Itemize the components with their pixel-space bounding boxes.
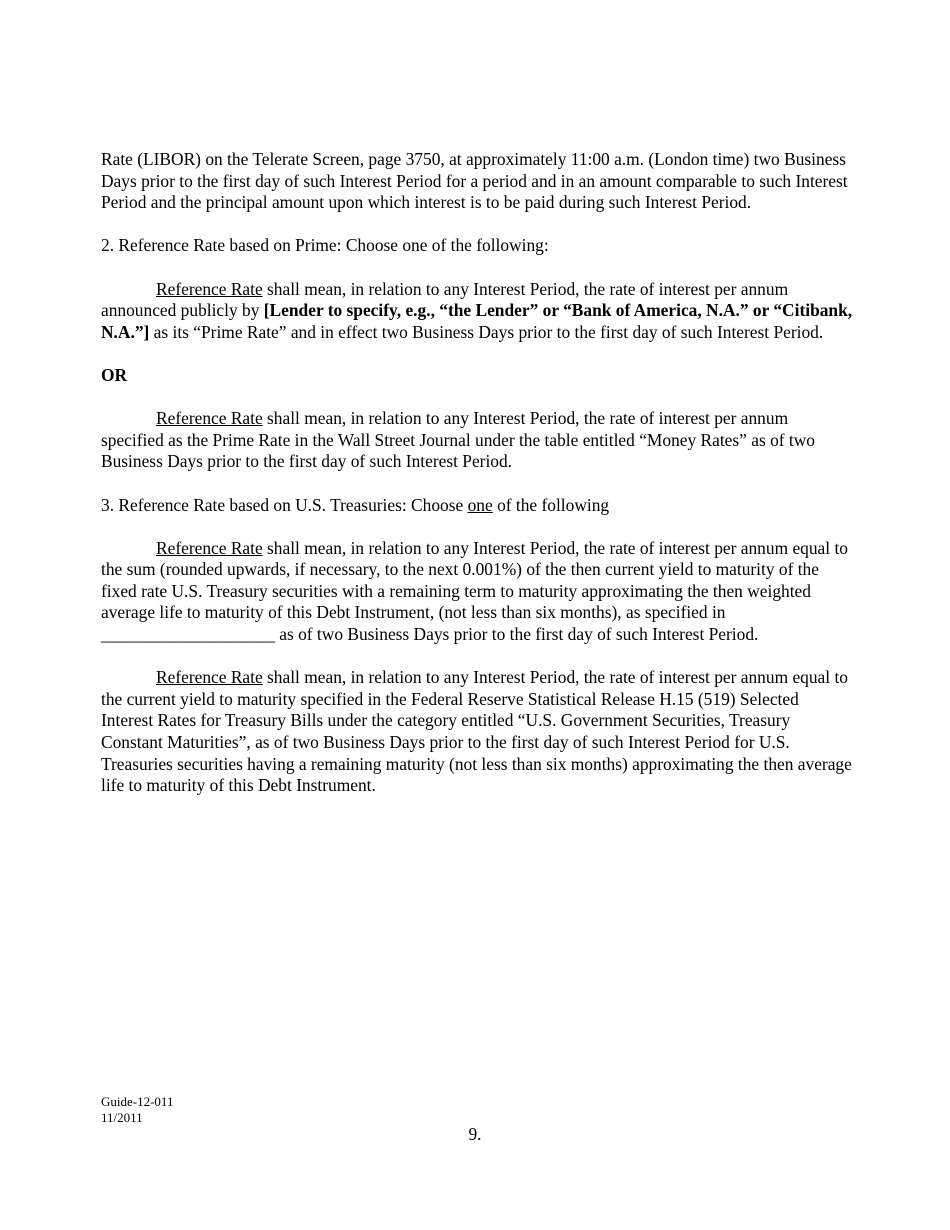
treasury-option-1-paragraph — [101, 538, 853, 646]
guide-date: 11/2011 — [101, 1110, 143, 1125]
defined-term: Reference Rate — [156, 278, 263, 299]
treasury-section-heading — [101, 495, 853, 517]
paragraph-text: shall mean, in relation to any Interest Period, the rate of interest per annum announced publicly by — [101, 278, 789, 321]
paragraph-text: shall mean, in relation to any Interest Period, the rate of interest per annum specified as the Prime Rate in the Wall Street Journal under the table entitled “Money Rates” as of two Business Days prior to the first day of such Interest Period. — [101, 408, 815, 472]
paragraph-text: shall mean, in relation to any Interest Period, the rate of interest per annum equal to the sum (rounded upwards, if necessary, to the next 0.001%) of the then current yield to maturity of the fixed rate U.S. Treasury securities with a remaining term to maturity approximating the then weighted average life to maturity of this Debt Instrument, (not less than six months), as specified in ____________________ as of two Business Days prior to the first day of such Interest Period. — [101, 537, 848, 645]
or-separator: OR — [101, 364, 128, 385]
defined-term: Reference Rate — [156, 408, 263, 429]
paragraph-text: shall mean, in relation to any Interest Period, the rate of interest per annum equal to the current yield to maturity specified in the Federal Reserve Statistical Release H.15 (519) Selected Interest Rates for Treasury Bills under the category entitled “U.S. Government Securities, Treasury Constant Maturities”, as of two Business Days prior to the first day of such Interest Period for U.S. Treasuries securities having a remaining maturity (not less than six months) approximating the then average life to maturity of this Debt Instrument. — [101, 667, 852, 796]
document-body — [101, 149, 853, 818]
heading-text: 3. Reference Rate based on U.S. Treasuries: Choose — [101, 494, 468, 515]
heading-text: of the following — [492, 494, 610, 515]
prime-option-2-paragraph — [101, 408, 853, 473]
libor-paragraph: Rate (LIBOR) on the Telerate Screen, page 3750, at approximately 11:00 a.m. (London time) two Business Days prior to the first day of such Interest Period for a period and in an amount comparable to such Interest Period and the principal amount upon which interest is to be paid during such Interest Period. — [101, 149, 848, 213]
defined-term: Reference Rate — [156, 537, 263, 558]
treasury-option-2-paragraph — [101, 667, 853, 797]
prime-section-heading: 2. Reference Rate based on Prime: Choose one of the following: — [101, 235, 549, 256]
paragraph-text: as its “Prime Rate” and in effect two Business Days prior to the first day of such Interest Period. — [149, 321, 824, 342]
lender-placeholder-bold: [Lender to specify, e.g., “the Lender” or “Bank of America, N.A.” or “Citibank, N.A.”] — [101, 300, 853, 342]
defined-term: Reference Rate — [156, 667, 263, 688]
prime-option-1-paragraph — [101, 279, 853, 344]
guide-number: Guide-12-011 — [101, 1094, 174, 1109]
heading-underlined-word: one — [467, 494, 493, 515]
page-number: 9. — [468, 1124, 482, 1144]
footer-document-id — [101, 1094, 173, 1126]
